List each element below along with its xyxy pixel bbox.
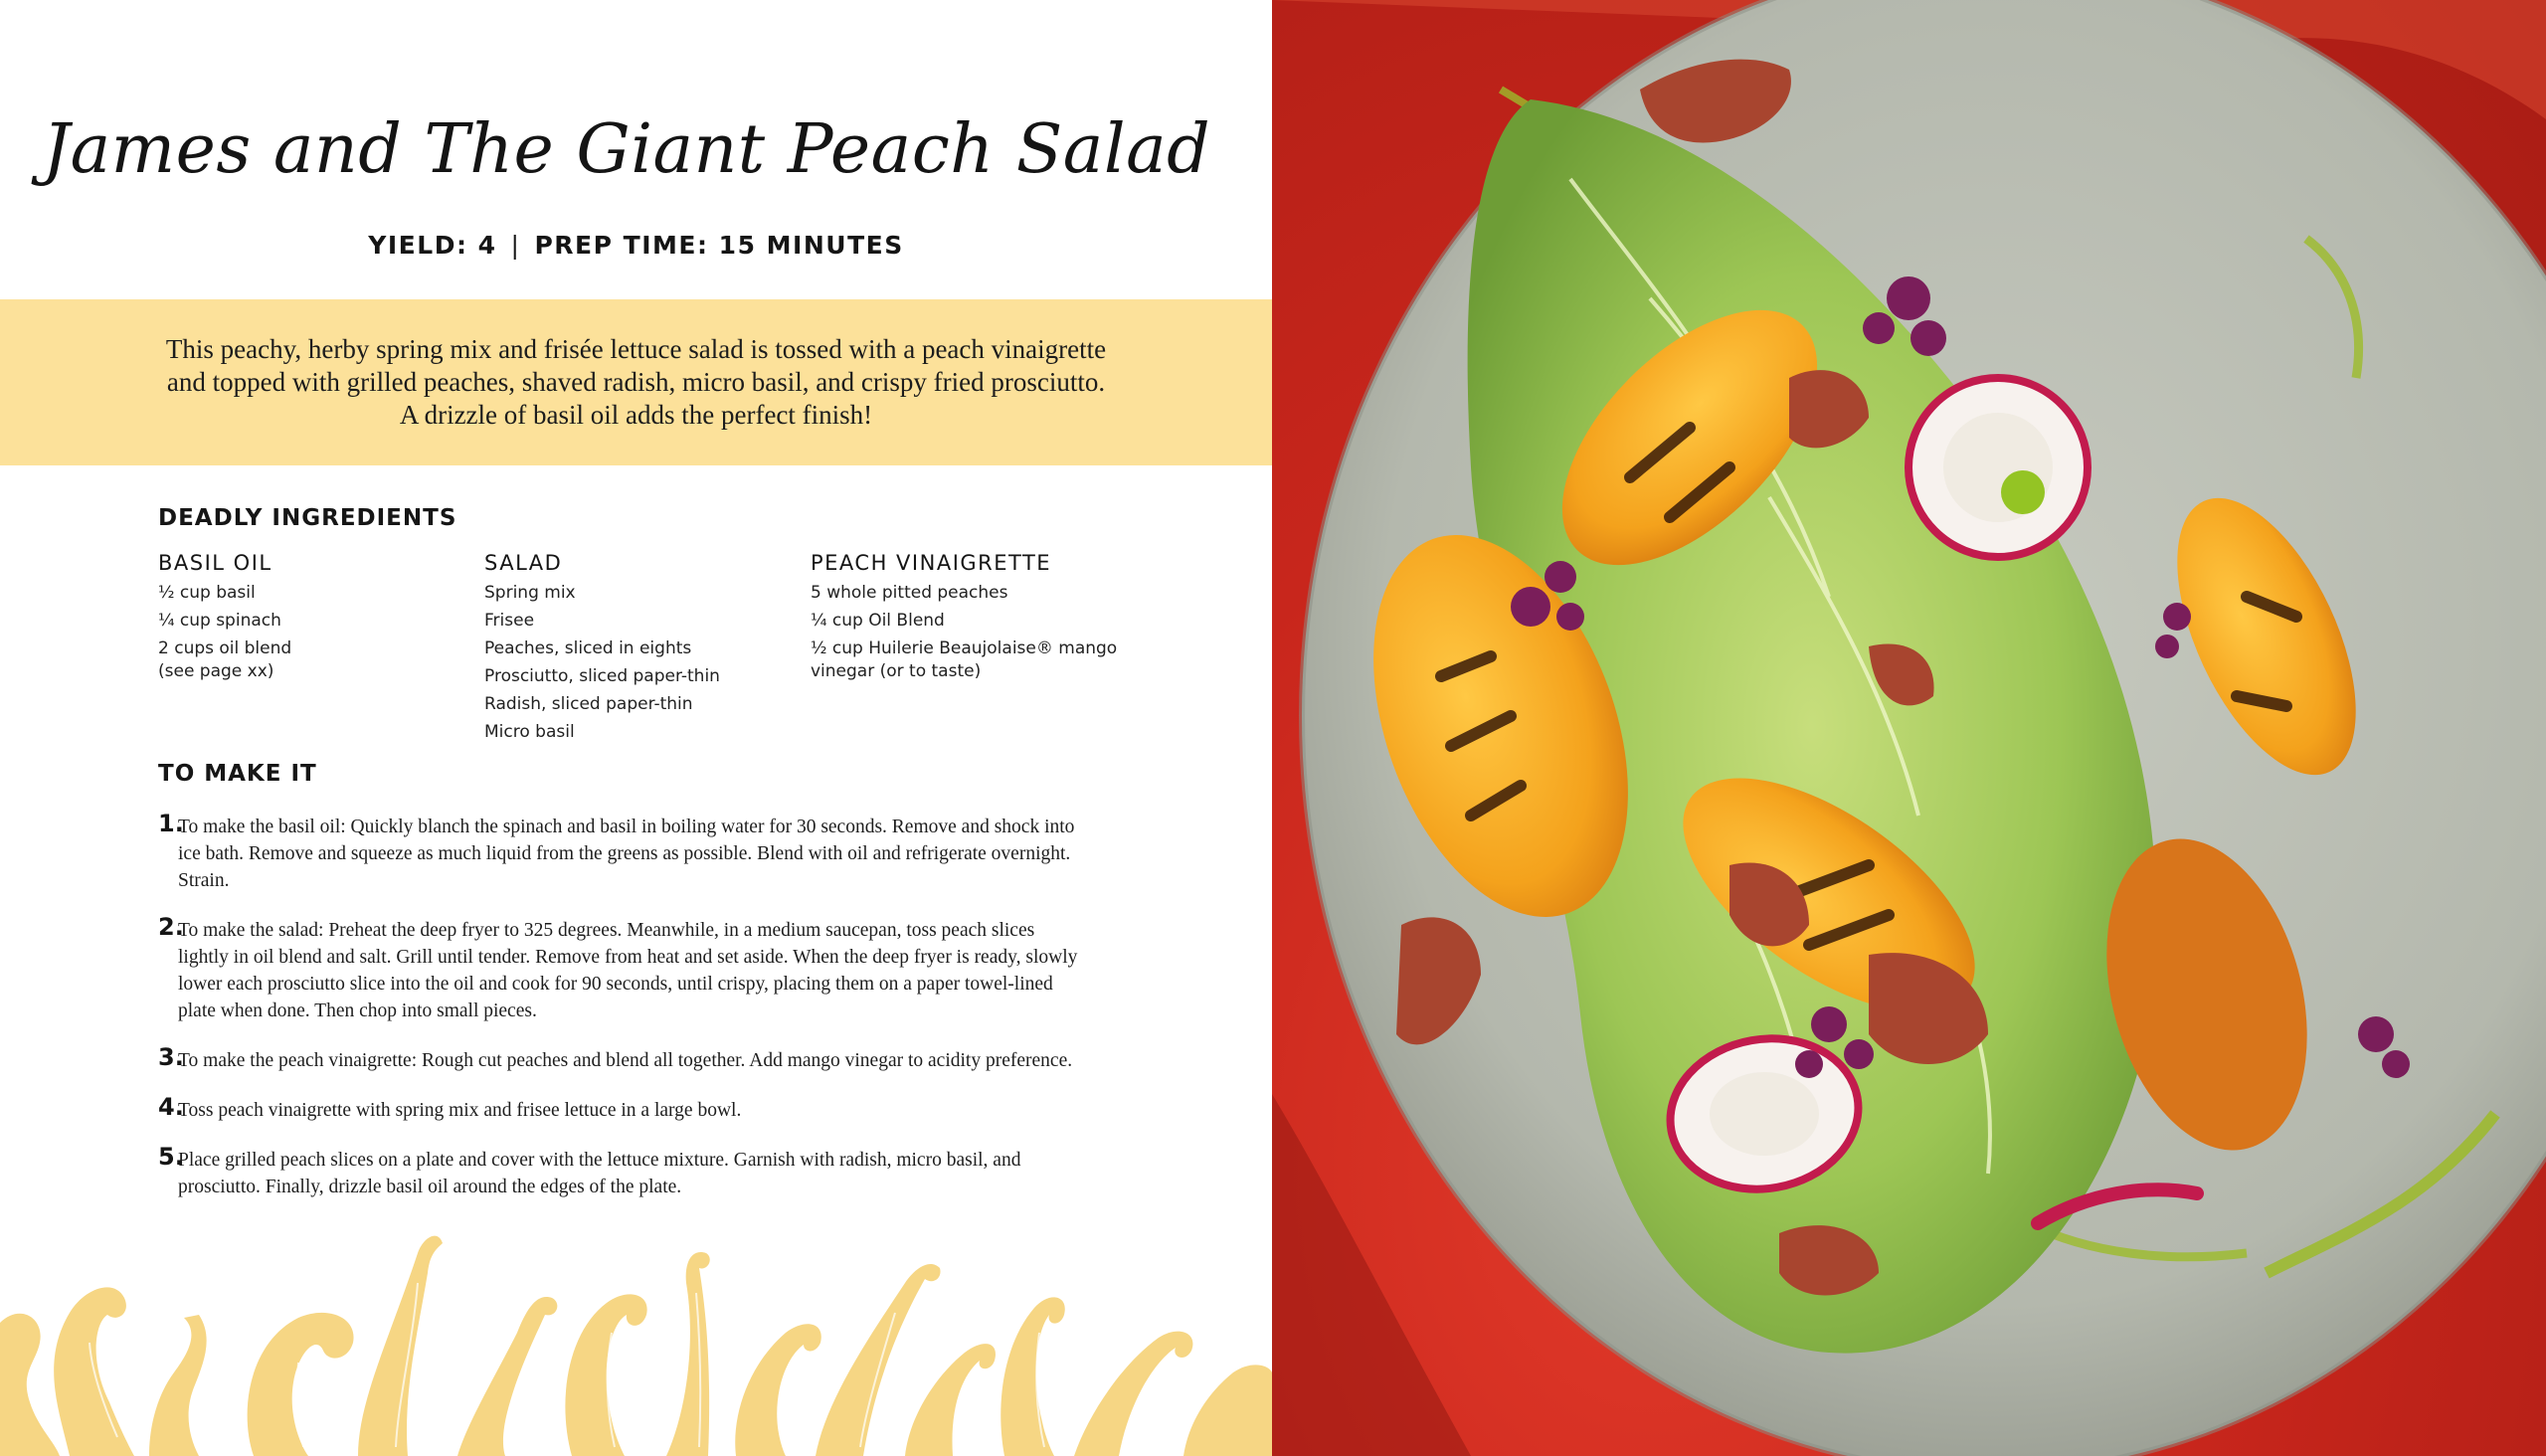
step-text: Place grilled peach slices on a plate and cover with the lettuce mixture. Garnish with radish, micro basil, and prosciutto. Finally, drizzle basil oil around the edges of the plate. (178, 1150, 1021, 1197)
yield-label: YIELD: 4 (368, 231, 497, 260)
step-number: 2. (158, 913, 184, 941)
meta-separator: | (510, 231, 521, 260)
ingredient-item: ¼ cup Oil Blend (811, 611, 945, 631)
instruction-step (154, 810, 1089, 894)
instruction-steps (154, 810, 1089, 1223)
ingredient-column-salad (484, 549, 783, 746)
intro-band (0, 299, 1272, 465)
step-text: To make the peach vinaigrette: Rough cut peaches and blend all together. Add mango vinegar to acidity preference. (178, 1050, 1073, 1071)
instruction-step (154, 913, 1089, 1024)
recipe-title: James and The Giant Peach Salad (42, 109, 1211, 189)
ingredient-item: ½ cup basil (158, 583, 256, 603)
ingredient-column-heading: SALAD (484, 551, 563, 575)
step-number: 3. (158, 1043, 184, 1071)
instruction-step (154, 1093, 1089, 1124)
salad-photo-illustration (1272, 0, 2546, 1456)
ingredient-item: 2 cups oil blend (see page xx) (158, 638, 292, 681)
recipe-meta (0, 231, 1272, 260)
instruction-step (154, 1143, 1089, 1200)
ingredient-column-peach-vinaigrette (811, 549, 1129, 683)
step-number: 5. (158, 1143, 184, 1171)
radish-slice (1909, 378, 2088, 557)
ingredients-heading: DEADLY INGREDIENTS (158, 505, 457, 531)
ingredient-item: 5 whole pitted peaches (811, 583, 1008, 603)
ingredient-item: ½ cup Huilerie Beaujolaise® mango vinegar (or to taste) (811, 638, 1118, 681)
recipe-page (0, 0, 1272, 1456)
tentacle-ornament-border (0, 1223, 1272, 1456)
recipe-intro: This peachy, herby spring mix and frisée lettuce salad is tossed with a peach vinaigrette and topped with grilled peaches, shaved radish, micro basil, and crispy fried prosciutto. A drizzle of basil oil adds the perfect finish! (165, 334, 1107, 430)
ingredient-item: Prosciutto, sliced paper-thin (484, 666, 720, 686)
ingredient-column-heading: PEACH VINAIGRETTE (811, 551, 1052, 575)
salad-photo (1272, 0, 2546, 1456)
ingredient-column-basil-oil (158, 549, 456, 683)
ingredient-item: Frisee (484, 611, 535, 631)
ingredient-column-heading: BASIL OIL (158, 551, 273, 575)
step-text: To make the salad: Preheat the deep fryer to 325 degrees. Meanwhile, in a medium saucepan, toss peach slices lightly in oil blend and salt. Grill until tender. Remove from heat and set aside. When the deep fryer is ready, slowly lower each prosciutto slice into the oil and cook for 90 seconds, until crispy, placing them on a paper towel-lined plate when done. Then chop into small pieces. (178, 920, 1078, 1021)
ingredient-item: Spring mix (484, 583, 576, 603)
instructions-heading: TO MAKE IT (158, 761, 317, 787)
step-number: 4. (158, 1093, 184, 1121)
step-text: Toss peach vinaigrette with spring mix and frisee lettuce in a large bowl. (178, 1100, 742, 1121)
step-text: To make the basil oil: Quickly blanch the spinach and basil in boiling water for 30 seconds. Remove and shock into ice bath. Remove and squeeze as much liquid from the greens as possible. Blend with oil and refrigerate overnight. Strain. (178, 817, 1075, 891)
step-number: 1. (158, 810, 184, 837)
title-row (42, 94, 1211, 204)
ingredient-item: Radish, sliced paper-thin (484, 694, 693, 714)
ingredient-item: Micro basil (484, 722, 575, 742)
ingredient-item: ¼ cup spinach (158, 611, 281, 631)
ingredient-item: Peaches, sliced in eights (484, 638, 692, 658)
instruction-step (154, 1043, 1089, 1074)
prep-time-label: PREP TIME: 15 MINUTES (534, 231, 904, 260)
